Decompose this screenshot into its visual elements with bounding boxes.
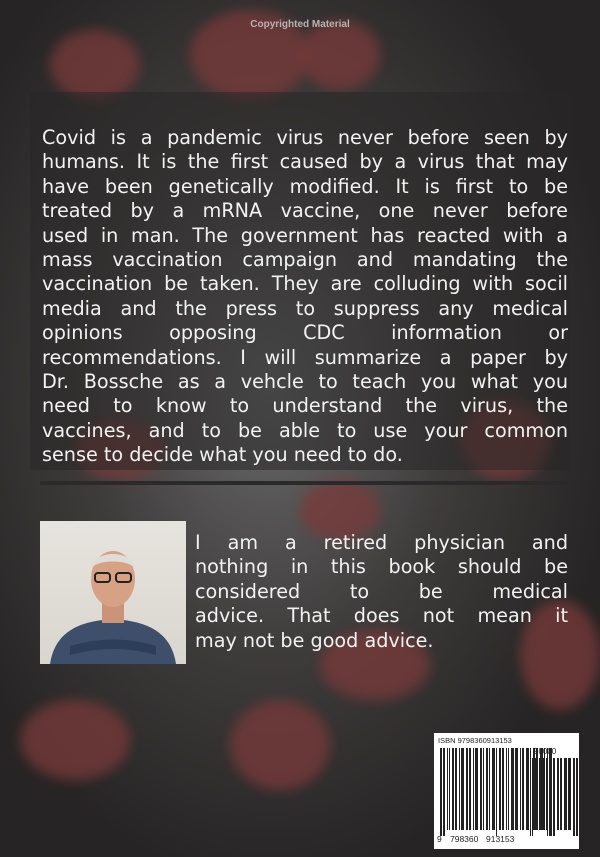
- barcode-bar: [520, 748, 521, 830]
- barcode-bar: [526, 748, 529, 830]
- barcode-bar: [455, 748, 457, 830]
- barcode-bar: [452, 748, 454, 830]
- barcode-bar: [576, 758, 578, 836]
- barcode-bar: [480, 748, 482, 830]
- barcode-bar: [506, 748, 507, 830]
- text-line: used in man. The government has reacted with a: [42, 223, 568, 247]
- barcode-bar: [543, 758, 545, 830]
- barcode-bar: [568, 758, 571, 830]
- divider: [40, 481, 568, 485]
- barcode-bar: [447, 748, 448, 830]
- barcode-bar: [549, 758, 552, 830]
- barcode-bar: [466, 748, 468, 830]
- barcode-bar: [560, 758, 562, 830]
- barcode-bar: [530, 758, 531, 836]
- text-line: media and the press to suppress any medical: [42, 296, 568, 320]
- barcode-digit-group: 913153: [486, 834, 515, 844]
- barcode-bar: [502, 748, 504, 830]
- text-line: vaccination be taken. They are colluding with socil: [42, 272, 568, 296]
- virus-spike: [230, 700, 330, 790]
- barcode-bar: [469, 748, 471, 830]
- text-line: advice. That does not mean it: [195, 604, 568, 628]
- barcode-bar: [461, 748, 464, 830]
- barcode-bar: [573, 758, 575, 836]
- barcode-bar: [499, 748, 501, 830]
- text-line: may not be good advice.: [195, 628, 434, 652]
- barcode-bar: [496, 748, 497, 836]
- book-description: [42, 126, 568, 468]
- barcode-bar: [449, 748, 450, 830]
- barcode-bar: [475, 748, 478, 830]
- text-line: need to know to understand the virus, the: [42, 394, 568, 418]
- text-line: Covid is a pandemic virus never before seen by: [42, 126, 568, 149]
- text-line: sense to decide what you need to do.: [42, 443, 403, 467]
- author-photo: [40, 521, 186, 664]
- author-bio: [195, 531, 568, 653]
- barcode-bar: [546, 758, 547, 830]
- barcode-bar: [443, 748, 445, 836]
- isbn-label: ISBN 9798360913153: [438, 736, 512, 745]
- virus-spike: [300, 20, 380, 90]
- barcode-bar: [515, 748, 518, 830]
- barcode-bar: [492, 748, 495, 830]
- text-line: considered to be medical: [195, 579, 568, 603]
- addon-bars: [530, 758, 580, 836]
- text-line: humans. It is the first caused by a virus that may: [42, 150, 568, 174]
- text-line: vaccines, and to be able to use your common: [42, 418, 568, 442]
- text-line: treated by a mRNA vaccine, one never before: [42, 199, 568, 223]
- barcode-bar: [489, 748, 490, 830]
- barcode-bar: [473, 748, 474, 830]
- barcode-digit-group: 798360: [450, 834, 479, 844]
- barcode-digit-group: 9: [437, 834, 442, 844]
- virus-spike: [20, 700, 130, 780]
- barcode-bar: [483, 748, 484, 830]
- text-line: recommendations. I will summarize a paper by: [42, 345, 568, 369]
- price-code: 90000: [534, 747, 557, 756]
- barcode-bar: [522, 748, 524, 830]
- text-line: mass vaccination campaign and mandating the: [42, 248, 568, 272]
- isbn-barcode: [434, 733, 579, 849]
- barcode-bar: [557, 758, 559, 830]
- barcode-bar: [459, 748, 460, 830]
- barcode-bar: [535, 758, 538, 830]
- barcode-bar: [539, 758, 541, 830]
- virus-spike: [50, 30, 140, 100]
- text-line: nothing in this book should be: [195, 555, 568, 579]
- copyright-watermark: Copyrighted Material: [250, 19, 350, 30]
- barcode-bar: [553, 758, 555, 836]
- barcode-bar: [508, 748, 509, 830]
- barcode-bar: [486, 748, 488, 830]
- barcode-bar: [564, 758, 567, 830]
- barcode-bar: [532, 758, 533, 836]
- barcode-bar: [440, 748, 442, 836]
- text-line: have been genetically modified. It is first to be: [42, 174, 568, 198]
- text-line: I am a retired physician and: [195, 531, 568, 554]
- barcode-bar: [511, 748, 514, 830]
- text-line: Dr. Bossche as a vehcle to teach you what you: [42, 370, 568, 394]
- text-line: opinions opposing CDC information or: [42, 321, 568, 345]
